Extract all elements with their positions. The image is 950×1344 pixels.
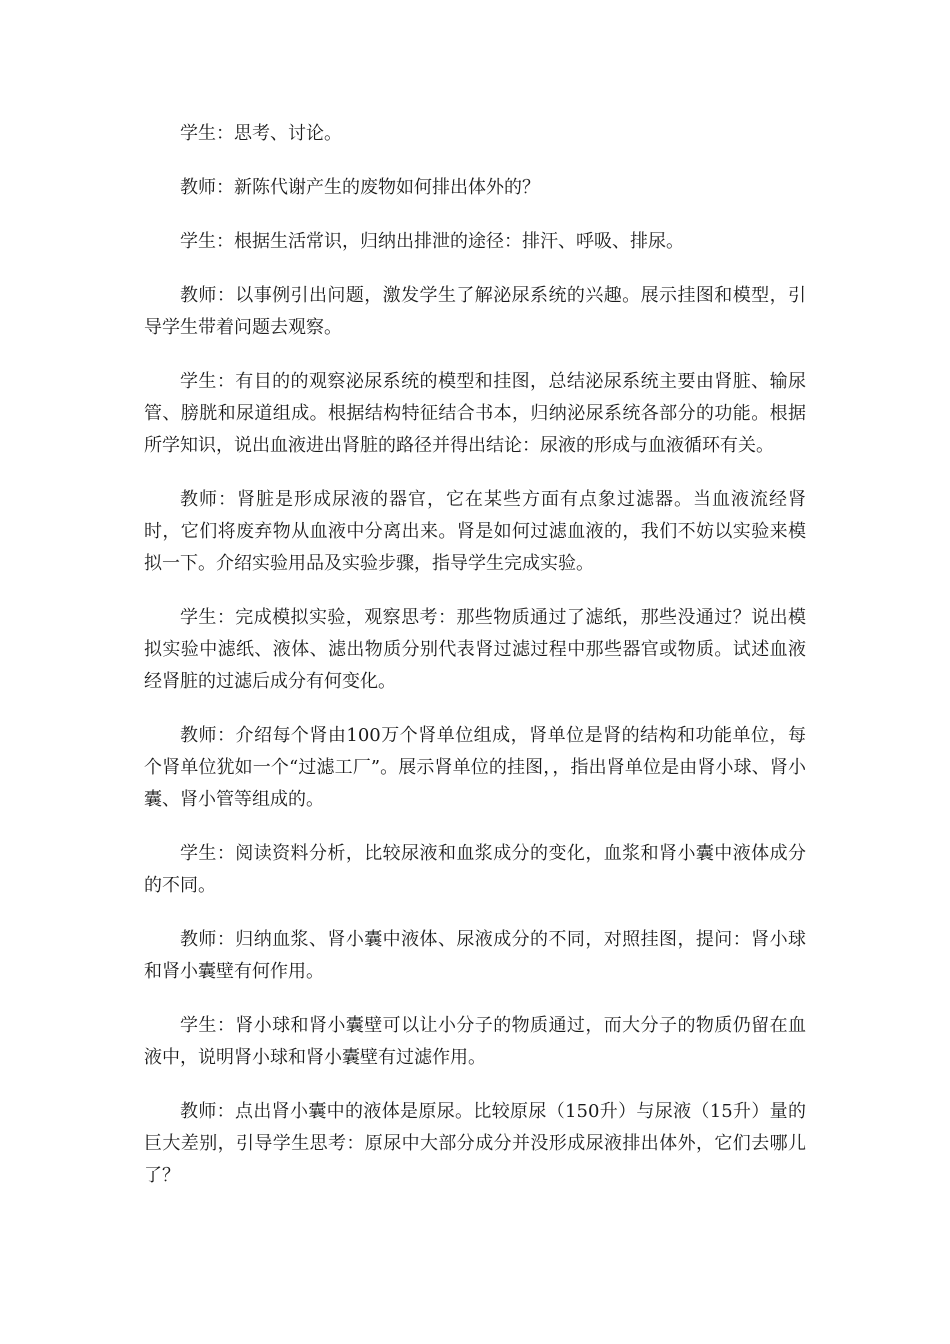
paragraph-1: 学生：思考、讨论。	[180, 123, 342, 144]
paragraph-10: 教师：归纳血浆、肾小囊中液体、尿液成分的不同，对照挂图，提问：肾小球和肾小囊壁有何作用。	[144, 929, 806, 982]
paragraph-9: 学生：阅读资料分析，比较尿液和血浆成分的变化，血浆和肾小囊中液体成分的不同。	[144, 843, 806, 896]
paragraph-3: 学生：根据生活常识，归纳出排泄的途径：排汗、呼吸、排尿。	[180, 231, 684, 252]
paragraph-4: 教师：以事例引出问题，激发学生了解泌尿系统的兴趣。展示挂图和模型，引导学生带着问题去观察。	[144, 285, 806, 338]
paragraph-6: 教师：肾脏是形成尿液的器官，它在某些方面有点象过滤器。当血液流经肾时，它们将废弃物从血液中分离出来。肾是如何过滤血液的，我们不妨以实验来模拟一下。介绍实验用品及实验步骤，指导学生完成实验。	[144, 489, 806, 574]
paragraph-5: 学生：有目的的观察泌尿系统的模型和挂图，总结泌尿系统主要由肾脏、输尿管、膀胱和尿道组成。根据结构特征结合书本，归纳泌尿系统各部分的功能。根据所学知识，说出血液进出肾脏的路径并得出结论：尿液的形成与血液循环有关。	[144, 371, 806, 456]
paragraph-2: 教师：新陈代谢产生的废物如何排出体外的？	[180, 177, 540, 198]
paragraph-8: 教师：介绍每个肾由100万个肾单位组成，肾单位是肾的结构和功能单位，每个肾单位犹如一个“过滤工厂”。展示肾单位的挂图，，指出肾单位是由肾小球、肾小囊、肾小管等组成的。	[144, 725, 806, 810]
paragraph-11: 学生：肾小球和肾小囊壁可以让小分子的物质通过，而大分子的物质仍留在血液中，说明肾小球和肾小囊壁有过滤作用。	[144, 1015, 806, 1068]
document-body	[144, 118, 806, 1214]
paragraph-7: 学生：完成模拟实验，观察思考：那些物质通过了滤纸，那些没通过？说出模拟实验中滤纸、液体、滤出物质分别代表肾过滤过程中那些器官或物质。试述血液经肾脏的过滤后成分有何变化。	[144, 607, 806, 692]
paragraph-12: 教师：点出肾小囊中的液体是原尿。比较原尿（150升）与尿液（15升）量的巨大差别，引导学生思考：原尿中大部分成分并没形成尿液排出体外，它们去哪儿了？	[144, 1101, 806, 1186]
